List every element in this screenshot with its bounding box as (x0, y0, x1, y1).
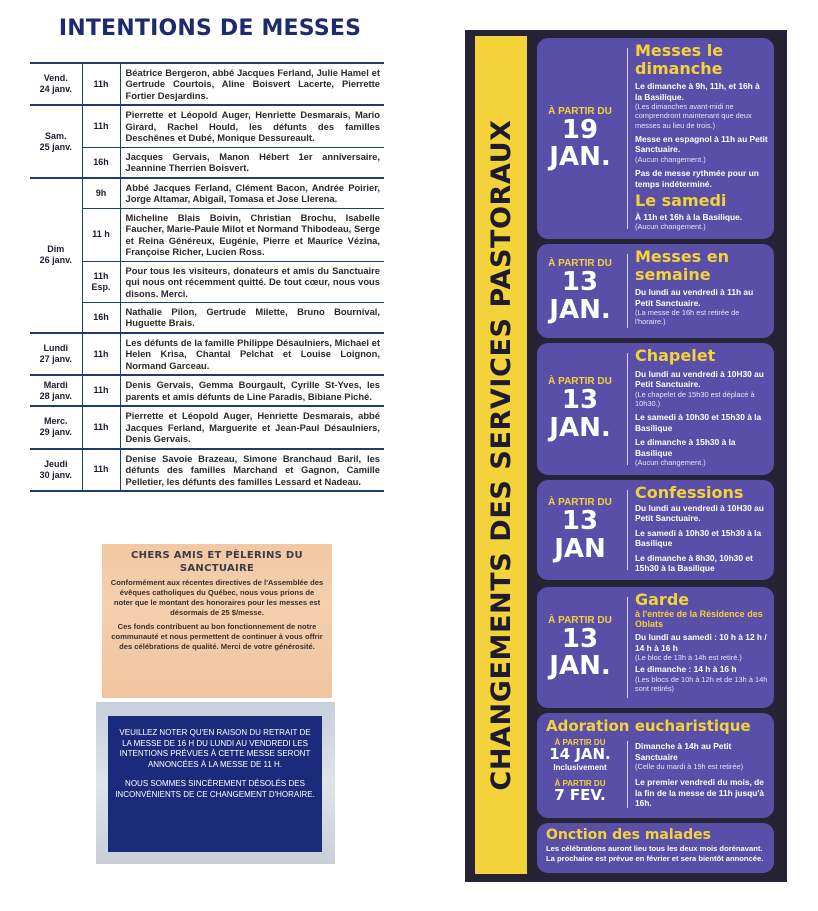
table-row (30, 375, 384, 406)
card-line: Le dimanche à 8h30, 10h30 et 15h30 à la Basilique (635, 552, 753, 574)
card-date-day: 13 (561, 623, 599, 654)
card-divider (627, 490, 628, 570)
notice-paragraph: Conformément aux récentes directives de l'Assemblée des évêques catholiques du Québec, nous vous prions de noter que le montant des honoraires pour les messes est désormais de 25 $/messe. (110, 578, 324, 618)
table-row (30, 178, 384, 208)
day-cell (30, 333, 82, 375)
time-cell: 11h Esp. (82, 261, 120, 302)
card-note: (Aucun changement.) (635, 458, 706, 468)
card-note: (Celle du mardi à 19h est retirée) (635, 762, 744, 771)
names-cell: Jacques Gervais, Manon Hébert 1er anniversaire, Jeannine Therrien Boisvert. (120, 147, 384, 177)
day-label: Vend. (43, 73, 68, 84)
card-note: (Les blocs de 10h à 12h et de 13h à 14h sont retirés) (635, 674, 768, 694)
card-line: Messe en espagnol à 11h au Petit Sanctuaire. (635, 133, 768, 155)
card-date-month: JAN. (549, 651, 611, 681)
retrait-notice (96, 702, 335, 864)
card-divider (627, 597, 628, 698)
table-row (30, 449, 384, 491)
time-cell: 9h (82, 178, 120, 208)
card-line: Du lundi au vendredi à 10H30 au Petit Sanctuaire. (635, 368, 764, 390)
card-heading: Garde (635, 590, 690, 609)
card-divider (627, 254, 628, 328)
card-onction (537, 823, 774, 873)
day-date: 30 janv. (39, 469, 72, 480)
card-divider (627, 48, 628, 229)
card-divider (627, 741, 628, 808)
card-date-day: 13 (561, 506, 599, 537)
card-date-month: JAN. (549, 412, 611, 443)
card-line: Du lundi au samedi : 10 h à 12 h / 14 h à 16 h (635, 632, 767, 653)
card-heading: Adoration eucharistique (546, 717, 751, 735)
table-row (30, 147, 384, 177)
card-date-day: 13 (561, 385, 599, 416)
table-row (30, 406, 384, 448)
time-cell: 16h (82, 147, 120, 177)
day-label: Mardi (43, 379, 68, 390)
names-cell: Nathalie Pilon, Gertrude Milette, Bruno Bournival, Huguette Brais. (120, 302, 384, 332)
table-row (30, 105, 384, 147)
names-cell: Denis Gervais, Gemma Bourgault, Cyrille St-Yves, les parents et amis défunts de Line Paradis, Bibiane Piché. (120, 375, 384, 406)
names-cell: Micheline Blais Boivin, Christian Brochu, Isabelle Faucher, Marie-Paule Milot et Normand Thibodeau, Serge et Reina Généreux, Eugénie, Pierre et Maurice Vézina, Françoise Richer, Lucien Ross. (120, 208, 384, 261)
card-confessions (537, 480, 774, 580)
card-line: À 11h et 16h à la Basilique. (635, 211, 743, 222)
day-cell (30, 178, 82, 333)
card-date-month: JAN. (549, 142, 611, 172)
card-from-label: À PARTIR DU (548, 614, 612, 626)
day-cell (30, 449, 82, 491)
card-subtitle: à l'entrée de la Résidence des Oblats (635, 608, 763, 630)
day-label: Dim (47, 244, 65, 255)
names-cell: Denise Savoie Brazeau, Simone Branchaud Baril, les défunts des familles Marchand et Gagnon, Camille Pelletier, les défunts des familles Lessard et Nadeau. (120, 449, 384, 491)
time-cell: 11 h (82, 208, 120, 261)
card-line: Le dimanche à 15h30 à la Basilique (635, 437, 736, 458)
card-heading: Chapelet (635, 346, 716, 365)
card-heading: Messes le dimanche (635, 41, 724, 78)
table-row (30, 302, 384, 332)
day-label: Sam. (44, 130, 67, 141)
day-cell (30, 63, 82, 105)
card-from-label: À PARTIR DU (548, 376, 612, 388)
card-heading: Confessions (635, 483, 744, 502)
card-line: Le samedi à 10h30 et 15h30 à la Basilique (635, 527, 762, 549)
time-cell: 11h (82, 406, 120, 448)
names-cell: Les défunts de la famille Philippe Désaulniers, Michael et Helen Krisa, Chantal Pelchat et Louise Loignon, Normand Garceau. (120, 333, 384, 375)
card-line: Dimanche à 14h au Petit Sanctuaire (635, 741, 732, 762)
honoraires-notice (102, 544, 332, 698)
day-cell (30, 406, 82, 448)
card-line: Du lundi au vendredi à 11h au Petit Sanctuaire. (635, 287, 754, 308)
card-note: (Le bloc de 13h à 14h est retiré.) (635, 653, 742, 663)
card-line: Le premier vendredi du mois, de la fin de la messe de 11h jusqu'à 16h. (635, 777, 765, 809)
names-cell: Béatrice Bergeron, abbé Jacques Ferland, Julie Hamel et Gertrude Courtois, Aline Boisvert Lacerte, Pierrette Fortier Desjardins. (120, 63, 384, 105)
time-cell: 11h (82, 105, 120, 147)
card-from-label: À PARTIR DU (548, 497, 612, 509)
card-line: Le dimanche : 14 h à 16 h (635, 664, 737, 675)
names-cell: Pierrette et Léopold Auger, Henriette Desmarais, Mario Girard, Rachel Hould, les défunts des familles Deschênes et Dubé, Monique Dessureault. (120, 105, 384, 147)
card-date: 14 JAN. (549, 745, 611, 763)
day-date: 26 janv. (39, 255, 72, 266)
card-date-day: 19 (561, 114, 599, 145)
time-cell: 11h (82, 63, 120, 105)
day-cell (30, 105, 82, 177)
card-date-day: 13 (561, 267, 599, 298)
day-date: 28 janv. (39, 390, 72, 401)
card-note: (Aucun changement.) (635, 154, 706, 164)
day-label: Merc. (43, 416, 68, 427)
card-adoration (537, 713, 774, 818)
notice-paragraph: VEUILLEZ NOTER QU'EN RAISON DU RETRAIT DE LA MESSE DE 16 H DU LUNDI AU VENDREDI LES INTENTIONS PRÉVUES À CETTE MESSE SERONT ANNONCÉES À LA MESSE DE 11 H. (119, 728, 311, 769)
notice-title: CHERS AMIS ET PÈLERINS DU SANCTUAIRE (131, 550, 303, 574)
card-line: Du lundi au vendredi à 10H30 au Petit Sanctuaire. (635, 502, 764, 524)
notice-paragraph: NOUS SOMMES SINCÈREMENT DÉSOLÉS DES INCONVÉNIENTS DE CE CHANGEMENT D'HORAIRE. (115, 779, 315, 799)
time-cell: 11h (82, 449, 120, 491)
card-note: (Aucun changement.) (635, 222, 706, 232)
card-date-month: JAN. (549, 294, 611, 325)
card-line: Pas de messe rythmée pour un temps indéterminé. (635, 168, 759, 189)
card-garde (537, 587, 774, 708)
intentions-table (30, 62, 384, 492)
table-row (30, 63, 384, 105)
card-date-month: JAN (554, 533, 606, 564)
table-row (30, 333, 384, 375)
notice-paragraph: Ces fonds contribuent au bon fonctionnement de notre communauté et nous permettent de continuer à vous offrir des célébrations de qualité. Merci de votre générosité. (111, 622, 323, 652)
retrait-notice-box (108, 716, 322, 852)
card-divider (627, 353, 628, 465)
time-cell: 11h (82, 375, 120, 406)
card-chapelet (537, 343, 774, 475)
card-messes-semaine (537, 244, 774, 338)
card-messes-dimanche (537, 38, 774, 239)
table-row (30, 208, 384, 261)
card-date: 7 FEV. (554, 786, 606, 804)
time-cell: 11h (82, 333, 120, 375)
day-cell (30, 375, 82, 406)
card-heading: Onction des malades (546, 827, 711, 843)
card-note: Inclusivement (553, 762, 607, 772)
card-subheading: Le samedi (635, 191, 727, 211)
card-heading: Messes en semaine (635, 247, 730, 284)
page-title: INTENTIONS DE MESSES (58, 16, 362, 41)
card-from-label: À PARTIR DU (548, 258, 612, 270)
card-note: (Le chapelet de 15h30 est déplacé à 10h30.) (635, 389, 755, 408)
time-cell: 16h (82, 302, 120, 332)
day-date: 24 janv. (39, 84, 72, 95)
vertical-title: CHANGEMENTS DES SERVICES PASTORAUX (485, 119, 517, 791)
card-from-label: À PARTIR DU (554, 738, 606, 747)
day-date: 27 janv. (39, 354, 72, 365)
card-note: (Les dimanches avant-midi ne comprendront maintenant que deux messes au lieu de trois.) (635, 102, 752, 130)
day-label: Lundi (43, 343, 68, 354)
names-cell: Pour tous les visiteurs, donateurs et amis du Sanctuaire qui nous ont récemment quitté. De tout cœur, nous vous disons. Merci. (120, 261, 384, 302)
day-date: 29 janv. (39, 427, 72, 438)
names-cell: Pierrette et Léopold Auger, Henriette Desmarais, abbé Jacques Ferland, Marguerite et Jean-Paul Désaulniers, Denis Gervais. (120, 406, 384, 448)
card-from-label: À PARTIR DU (554, 779, 606, 788)
day-date: 25 janv. (39, 141, 72, 152)
card-line: Les célébrations auront lieu tous les deux mois dorénavant. La prochaine est prévue en février et sera bientôt annoncée. (546, 844, 764, 863)
table-row (30, 261, 384, 302)
names-cell: Abbé Jacques Ferland, Clément Bacon, Andrée Poirier, Jorge Altamar, Abigail, Tomasa et Jose Llerena. (120, 178, 384, 208)
day-label: Jeudi (43, 458, 68, 469)
card-from-label: À PARTIR DU (548, 105, 612, 117)
card-note: (La messe de 16h est retirée de l'horaire.) (635, 308, 740, 327)
card-line: Le samedi à 10h30 et 15h30 à la Basilique (635, 412, 762, 433)
card-line: Le dimanche à 9h, 11h, et 16h à la Basilique. (635, 81, 760, 102)
